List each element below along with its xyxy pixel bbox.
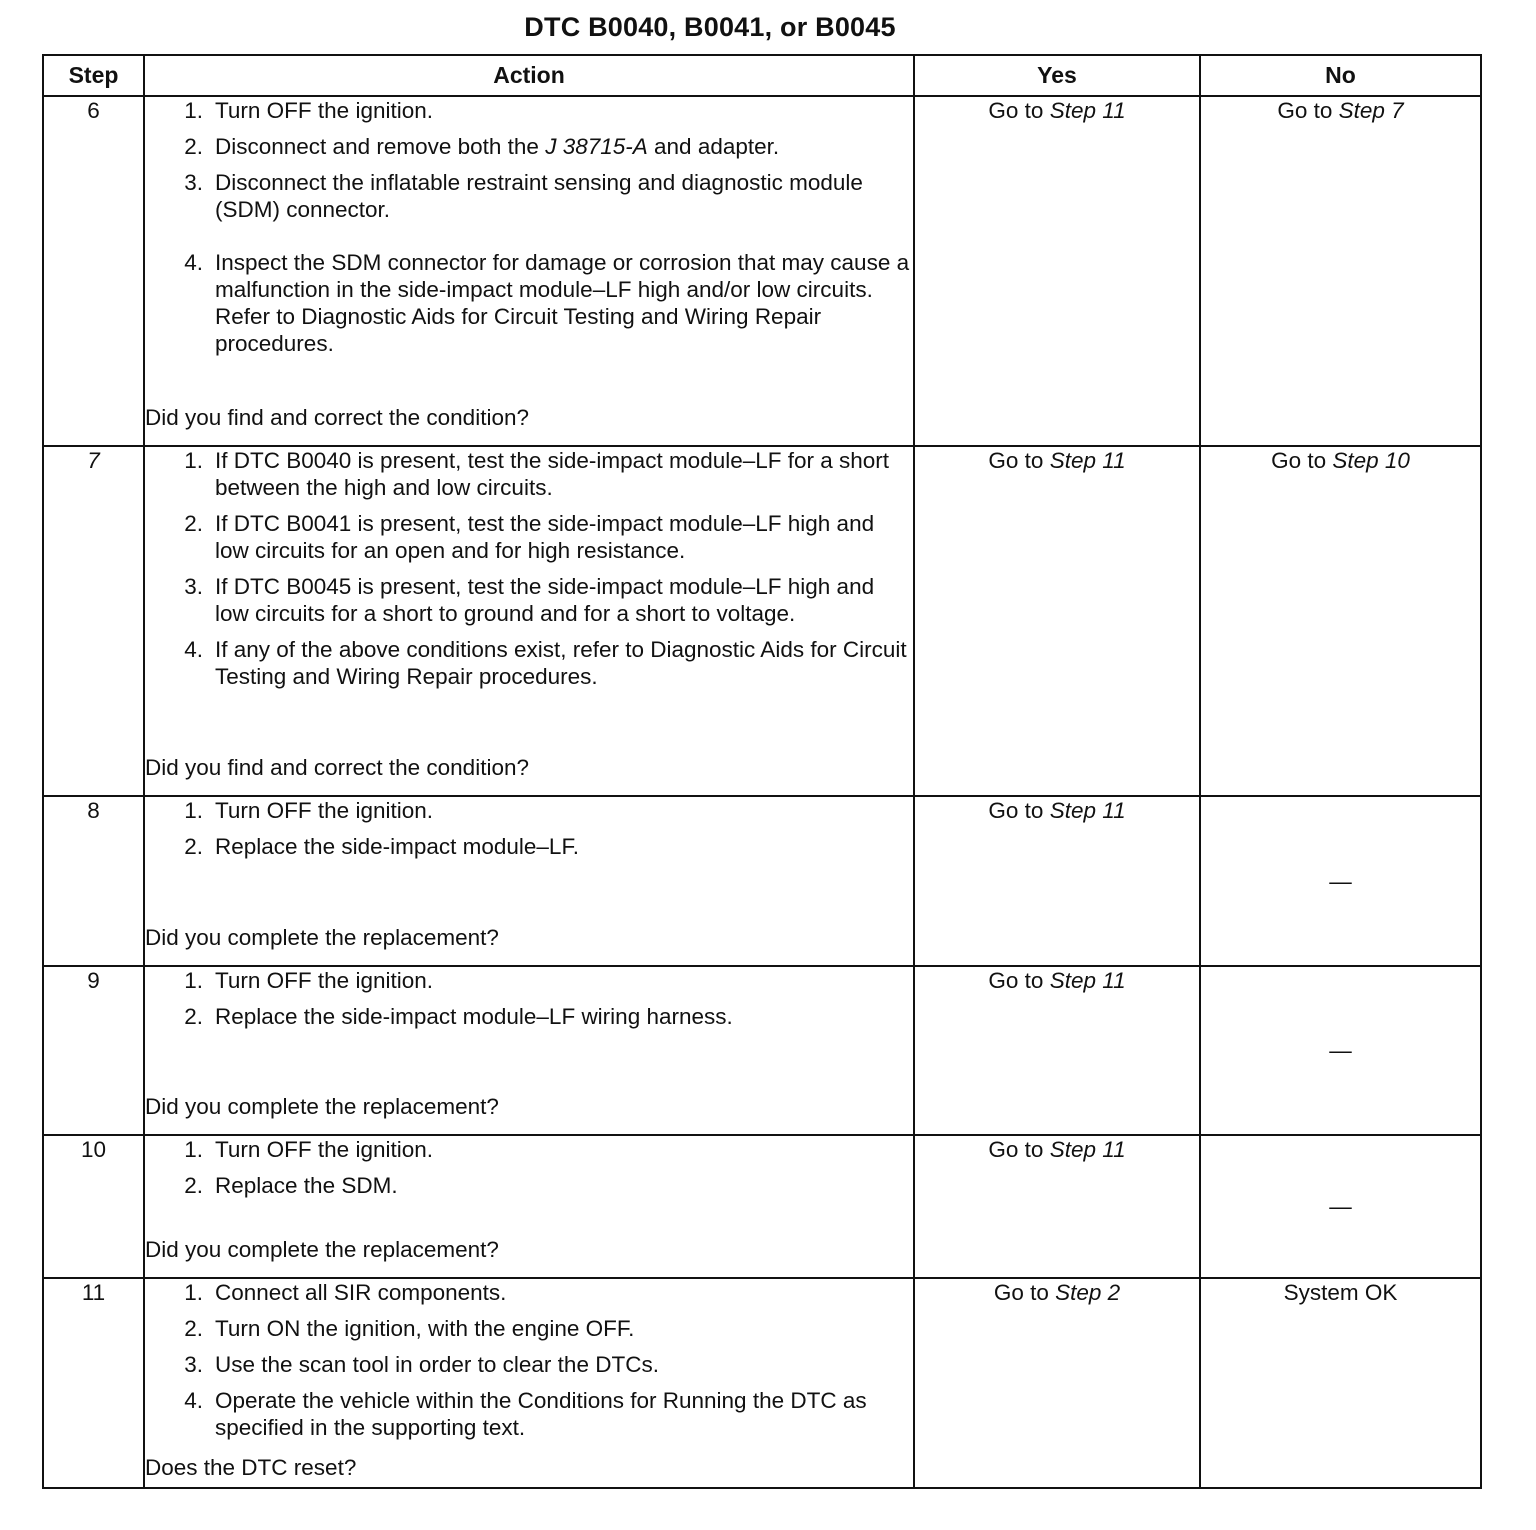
action-item — [145, 833, 913, 860]
yes-step-reference: Step 11 — [1049, 448, 1126, 473]
yes-step-reference: Step 2 — [1055, 1280, 1121, 1305]
question-text: Did you find and correct the condition? — [145, 405, 529, 430]
step-number: 9 — [43, 966, 144, 1135]
action-item — [145, 1315, 913, 1342]
item-text-main: Inspect the SDM connector for damage or corrosion that may cause a malfunction in the side-impact module–LF high and/or low circuits. — [215, 250, 910, 302]
item-text-main: Replace the side-impact module–LF wiring harness. — [215, 1004, 733, 1029]
item-text-main: Connect all SIR components. — [215, 1280, 507, 1305]
item-text-main: If any of the above conditions exist, refer to Diagnostic Aids for Circuit Testing and Wiring Repair procedures. — [215, 637, 907, 689]
action-item — [145, 97, 913, 124]
action-item — [145, 797, 913, 824]
item-text — [215, 636, 913, 690]
item-number: 1. — [184, 1280, 203, 1305]
item-text — [215, 1172, 913, 1199]
no-cell — [1200, 796, 1481, 966]
no-prefix: Go to — [1271, 448, 1333, 473]
table-row — [43, 1135, 1481, 1278]
action-item — [145, 1279, 913, 1306]
item-text — [215, 97, 913, 124]
table-row — [43, 796, 1481, 966]
diagnostic-table — [42, 54, 1482, 1489]
item-number: 1. — [184, 448, 203, 473]
item-text-main: Turn ON the ignition, with the engine OFF. — [215, 1316, 635, 1341]
no-cell — [1200, 96, 1481, 446]
no-dash: — — [1329, 868, 1352, 894]
yes-step-reference: Step 11 — [1049, 98, 1126, 123]
table-row — [43, 446, 1481, 796]
action-item — [145, 169, 913, 223]
action-list — [145, 1136, 913, 1208]
page-title: DTC B0040, B0041, or B0045 — [524, 12, 896, 42]
item-number: 2. — [184, 1173, 203, 1198]
action-item — [145, 1136, 913, 1163]
yes-cell — [914, 1135, 1200, 1278]
table-row — [43, 966, 1481, 1135]
header-no: No — [1200, 55, 1481, 96]
yes-cell — [914, 796, 1200, 966]
item-number: 4. — [184, 250, 203, 275]
action-item — [145, 1387, 913, 1441]
no-dash: — — [1329, 1194, 1352, 1219]
item-text — [215, 249, 913, 357]
yes-prefix: Go to — [993, 1280, 1056, 1305]
action-item — [145, 1003, 913, 1030]
yes-step-reference: Step 11 — [1049, 1137, 1126, 1162]
item-text-post: and adapter. — [647, 134, 780, 159]
item-text-main: Turn OFF the ignition. — [215, 1137, 434, 1162]
action-list — [145, 797, 913, 869]
table-row — [43, 96, 1481, 446]
item-text — [215, 133, 913, 160]
item-text-main: Operate the vehicle within the Conditions for Running the DTC as specified in the supporting text. — [215, 1388, 867, 1440]
action-list — [145, 1279, 913, 1450]
action-item — [145, 967, 913, 994]
yes-prefix: Go to — [988, 798, 1050, 823]
item-text-main: Replace the side-impact module–LF. — [215, 834, 579, 859]
step-number: 8 — [43, 796, 144, 966]
item-text — [215, 1387, 913, 1441]
yes-cell — [914, 446, 1200, 796]
yes-cell — [914, 966, 1200, 1135]
action-cell — [144, 1278, 914, 1488]
table-row — [43, 1278, 1481, 1488]
no-cell — [1200, 1135, 1481, 1278]
yes-cell — [914, 96, 1200, 446]
action-item — [145, 573, 913, 627]
item-number: 2. — [184, 834, 203, 859]
item-text-pre: Disconnect and remove both the — [215, 134, 546, 159]
yes-step-reference: Step 11 — [1049, 968, 1126, 993]
item-text — [215, 1003, 913, 1030]
yes-step-reference: Step 11 — [1049, 798, 1126, 823]
item-text — [215, 1136, 913, 1163]
item-text — [215, 1279, 913, 1306]
action-cell — [144, 446, 914, 796]
step-number: 7 — [43, 446, 144, 796]
action-item — [145, 249, 913, 357]
item-number: 2. — [184, 134, 203, 159]
no-step-reference: Step 10 — [1332, 448, 1410, 473]
question-text: Did you complete the replacement? — [145, 1237, 499, 1262]
action-cell — [144, 796, 914, 966]
yes-prefix: Go to — [988, 98, 1050, 123]
step-number: 10 — [43, 1135, 144, 1278]
action-item — [145, 636, 913, 690]
question-text: Did you complete the replacement? — [145, 1094, 499, 1119]
action-cell — [144, 1135, 914, 1278]
item-text — [215, 967, 913, 994]
no-dash: — — [1329, 1038, 1352, 1063]
item-text-main: Turn OFF the ignition. — [215, 798, 434, 823]
no-cell — [1200, 446, 1481, 796]
item-text — [215, 510, 913, 564]
yes-prefix: Go to — [988, 1137, 1050, 1162]
item-text-main: Replace the SDM. — [215, 1173, 398, 1198]
item-number: 1. — [184, 98, 203, 123]
header-yes: Yes — [914, 55, 1200, 96]
item-number: 2. — [184, 511, 203, 536]
yes-prefix: Go to — [988, 968, 1050, 993]
item-text-main: Turn OFF the ignition. — [215, 98, 434, 123]
no-cell — [1200, 966, 1481, 1135]
item-text — [215, 1351, 913, 1378]
item-text-main: Use the scan tool in order to clear the DTCs. — [215, 1352, 659, 1377]
item-number: 3. — [184, 170, 203, 195]
item-text — [215, 169, 913, 223]
item-number: 1. — [184, 798, 203, 823]
item-text-main: If DTC B0045 is present, test the side-impact module–LF high and low circuits for a short to ground and for a short to voltage. — [215, 574, 875, 626]
yes-cell — [914, 1278, 1200, 1488]
action-cell — [144, 96, 914, 446]
action-list — [145, 967, 913, 1039]
header-action: Action — [144, 55, 914, 96]
step-number: 11 — [43, 1278, 144, 1488]
header-step: Step — [43, 55, 144, 96]
item-text-main: If DTC B0041 is present, test the side-impact module–LF high and low circuits for an open and for high resistance. — [215, 511, 875, 563]
item-text-main: If DTC B0040 is present, test the side-impact module–LF for a short between the high and low circuits. — [215, 448, 890, 500]
yes-prefix: Go to — [988, 448, 1050, 473]
no-step-reference: Step 7 — [1338, 98, 1404, 123]
item-number: 1. — [184, 1137, 203, 1162]
item-number: 2. — [184, 1316, 203, 1341]
action-item — [145, 1172, 913, 1199]
action-list — [145, 447, 913, 699]
item-text — [215, 1315, 913, 1342]
step-number: 6 — [43, 96, 144, 446]
item-text — [215, 573, 913, 627]
question-text: Does the DTC reset? — [145, 1455, 357, 1480]
question-text: Did you find and correct the condition? — [145, 755, 529, 780]
item-note: Refer to Diagnostic Aids for Circuit Testing and Wiring Repair procedures. — [215, 304, 822, 356]
header-row — [43, 55, 1481, 96]
action-cell — [144, 966, 914, 1135]
no-result: System OK — [1283, 1280, 1398, 1305]
item-number: 3. — [184, 1352, 203, 1377]
action-item — [145, 1351, 913, 1378]
item-text-main: Turn OFF the ignition. — [215, 968, 434, 993]
no-cell — [1200, 1278, 1481, 1488]
item-text — [215, 797, 913, 824]
item-text — [215, 447, 913, 501]
action-item — [145, 510, 913, 564]
action-list — [145, 97, 913, 366]
item-text — [215, 833, 913, 860]
item-number: 3. — [184, 574, 203, 599]
action-item — [145, 133, 913, 160]
tool-reference: J 38715-A — [545, 134, 648, 159]
question-text: Did you complete the replacement? — [145, 925, 499, 950]
item-number: 1. — [184, 968, 203, 993]
item-number: 2. — [184, 1004, 203, 1029]
no-prefix: Go to — [1277, 98, 1339, 123]
action-item — [145, 447, 913, 501]
item-number: 4. — [184, 637, 203, 662]
item-text-main: Disconnect the inflatable restraint sensing and diagnostic module (SDM) connector. — [215, 170, 863, 222]
item-number: 4. — [184, 1388, 203, 1413]
